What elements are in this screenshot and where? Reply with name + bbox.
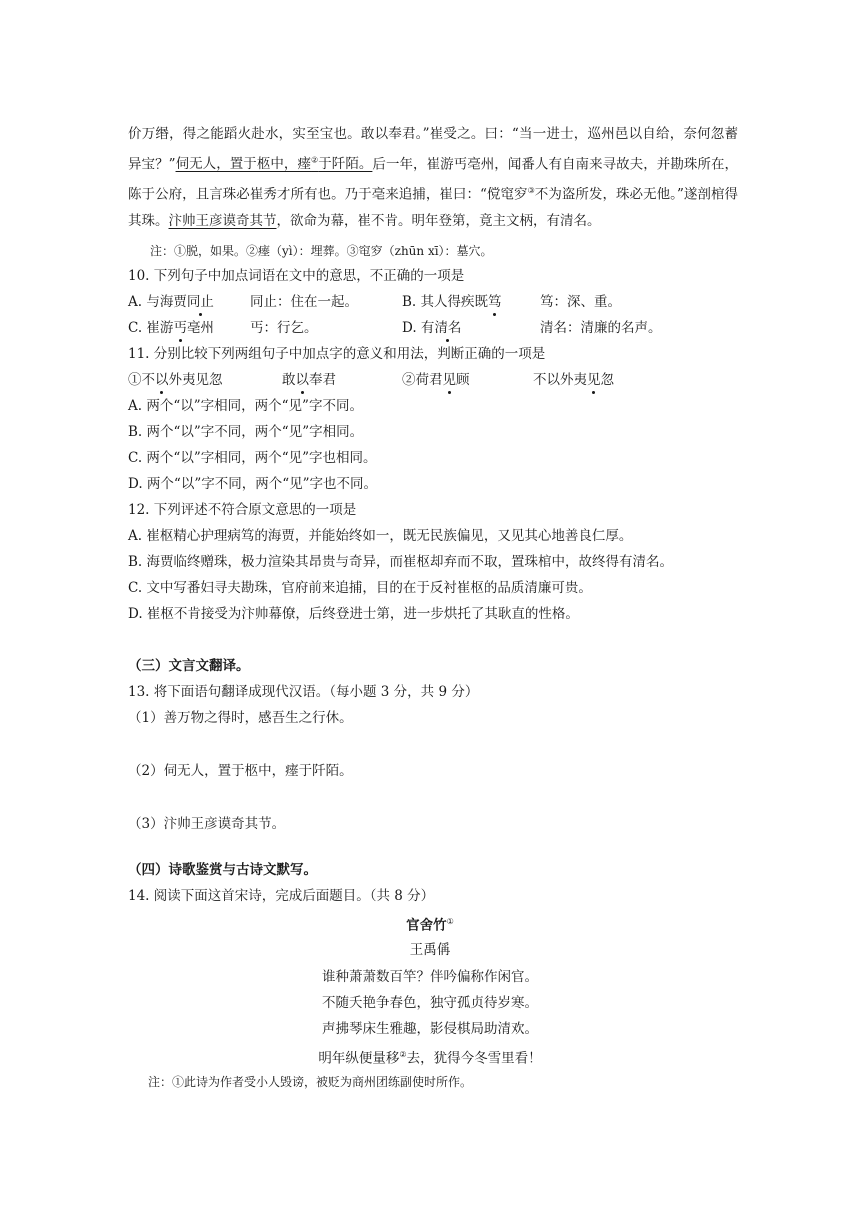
section-4-heading: （四）诗歌鉴赏与古诗文默写。: [128, 862, 317, 878]
q12-option-d: D. 崔枢不肯接受为汴帅幕僚，后终登进士第，进一步烘托了其耿直的性格。: [128, 606, 579, 622]
q10-b-label: B. 其人得疾既: [402, 294, 489, 310]
passage-note: 注：①脱，如果。②瘗（yì）：埋葬。③窀穸（zhūn xī）：墓穴。: [150, 244, 493, 258]
passage-text-b: 后一年，崔游丐亳州，闻番人有自南来寻故夫，并勘珠所在，陈于公府，且言珠必崔秀才所有也。乃于亳来追捕，崔曰：“傥窀穸: [128, 156, 739, 202]
q11-option-d: D. 两个“以”字不同，两个“见”字也不同。: [128, 476, 378, 492]
q14-stem: 14. 阅读下面这首宋诗，完成后面题目。（共 8 分）: [128, 888, 435, 904]
q10-a-label: A. 与海贾: [128, 294, 187, 310]
q13-item-2: （2）伺无人，置于柩中，瘗于阡陌。: [128, 763, 353, 779]
dotted-word: 见: [587, 372, 601, 388]
poem-note: 注：①此诗为作者受小人毁谤，被贬为商州团练副使时所作。: [148, 1075, 473, 1089]
footnote-marker-3: ③: [527, 185, 535, 195]
poem-line-4: [0, 1045, 860, 1069]
footnote-marker-2: ②: [399, 1050, 407, 1059]
poem-line-3: 声拂琴床生雅趣，影侵棋局助清欢。: [322, 1021, 538, 1037]
q10-gloss-d: 清名：清廉的名声。: [540, 320, 662, 336]
q10-option-a: [128, 292, 214, 312]
q10-option-b: [402, 292, 502, 312]
q11-text: 忽: [600, 372, 614, 388]
passage-underline-1: [176, 156, 373, 172]
q10-c-label: C. 崔游: [128, 320, 174, 336]
dotted-word: 清名: [434, 320, 462, 336]
q10-gloss-b: 笃：深、重。: [540, 294, 621, 310]
dotted-word: 同止: [186, 294, 214, 310]
dotted-word: 丐: [173, 320, 187, 336]
q10-option-d: [402, 318, 461, 338]
passage-paragraph: [128, 121, 738, 234]
passage-text-c: 不为盗所发，珠必无他。”遂剖棺得其珠。: [128, 186, 739, 229]
q11-text: ②荷君: [402, 372, 443, 388]
passage-text-a: 价万缗，得之能蹈火赴水，实至宝也。敢以奉君。”崔受之。曰：“当一进士，巡州邑以自给，奈何忽蓄异宝？”: [128, 126, 738, 172]
underline-1-part-a: 伺无人，置于柩中，瘗: [175, 156, 312, 172]
q12-option-a: A. 崔枢精心护理病笃的海贾，并能始终如一，既无民族偏见，又见其心地善良仁厚。: [128, 528, 633, 544]
q11-text: ①不: [128, 372, 155, 388]
q10-gloss-a: 同止：住在一起。: [250, 294, 358, 310]
q11-text: 敢: [282, 372, 296, 388]
underline-1-part-b: 于阡陌。: [318, 156, 373, 172]
q11-text: 外夷见忽: [168, 372, 223, 388]
q11-stem: 11. 分别比较下列两组句子中加点字的意义和用法，判断正确的一项是: [128, 346, 546, 362]
poem-line-4-a: 明年纵便量移: [318, 1050, 400, 1067]
q11-group1-b: [282, 370, 336, 390]
dotted-word: 以: [155, 372, 169, 388]
q12-option-b: B. 海贾临终赠珠，极力渲染其昂贵与奇异，而崔枢却弃而不取，置珠棺中，故终得有清名。: [128, 554, 674, 570]
q12-stem: 12. 下列评述不符合原文意思的一项是: [128, 502, 357, 518]
q11-text: 奉君: [309, 372, 336, 388]
q12-option-c: C. 文中写番妇寻夫勘珠，官府前来追捕，目的在于反衬崔枢的品质清廉可贵。: [128, 580, 592, 596]
q13-item-1: （1）善万物之得时，感吾生之行休。: [128, 710, 353, 726]
section-3-heading: （三）文言文翻译。: [128, 658, 250, 674]
poem-line-4-b: 去，犹得今冬雪里看！: [406, 1050, 542, 1067]
q10-c-tail: 亳州: [186, 320, 214, 336]
q10-stem: 10. 下列句子中加点词语在文中的意思，不正确的一项是: [128, 268, 465, 284]
dotted-word: 笃: [488, 294, 502, 310]
poem-title-text: 官舍竹: [406, 917, 447, 934]
footnote-marker-1: ①: [446, 917, 454, 926]
passage-text-d: ，欲命为幕，崔不肯。明年登第，竟主文柄，有清名。: [276, 212, 601, 229]
passage-underline-2: 汴帅王彦谟奇其节: [168, 212, 277, 229]
poem-line-2: 不随夭艳争春色，独守孤贞待岁寒。: [322, 995, 538, 1011]
q13-stem: 13. 将下面语句翻译成现代汉语。（每小题 3 分，共 9 分）: [128, 684, 479, 700]
q11-group2-a: [402, 370, 470, 390]
dotted-word: 以: [295, 372, 309, 388]
q11-group2-b: [533, 370, 614, 390]
poem-line-1: 谁种萧萧数百竿？伴吟偏称作闲官。: [322, 969, 538, 985]
q11-option-b: B. 两个“以”字不同，两个“见”字相同。: [128, 424, 364, 440]
q13-item-3: （3）汴帅王彦谟奇其节。: [128, 816, 286, 832]
q10-option-c: [128, 318, 214, 338]
dotted-word: 见: [442, 372, 456, 388]
q11-option-c: C. 两个“以”字相同，两个“见”字也相同。: [128, 450, 377, 466]
q10-d-label: D. 有: [402, 320, 435, 336]
q11-group1-a: [128, 370, 223, 390]
q10-gloss-c: 丐：行乞。: [250, 320, 318, 336]
poem-title: [0, 912, 860, 936]
q11-text: 顾: [456, 372, 470, 388]
q11-text: 不以外夷: [533, 372, 587, 388]
q11-option-a: A. 两个“以”字相同，两个“见”字不同。: [128, 398, 363, 414]
footnote-marker-2: ②: [311, 155, 319, 165]
poem-author: 王禹偁: [409, 942, 451, 958]
